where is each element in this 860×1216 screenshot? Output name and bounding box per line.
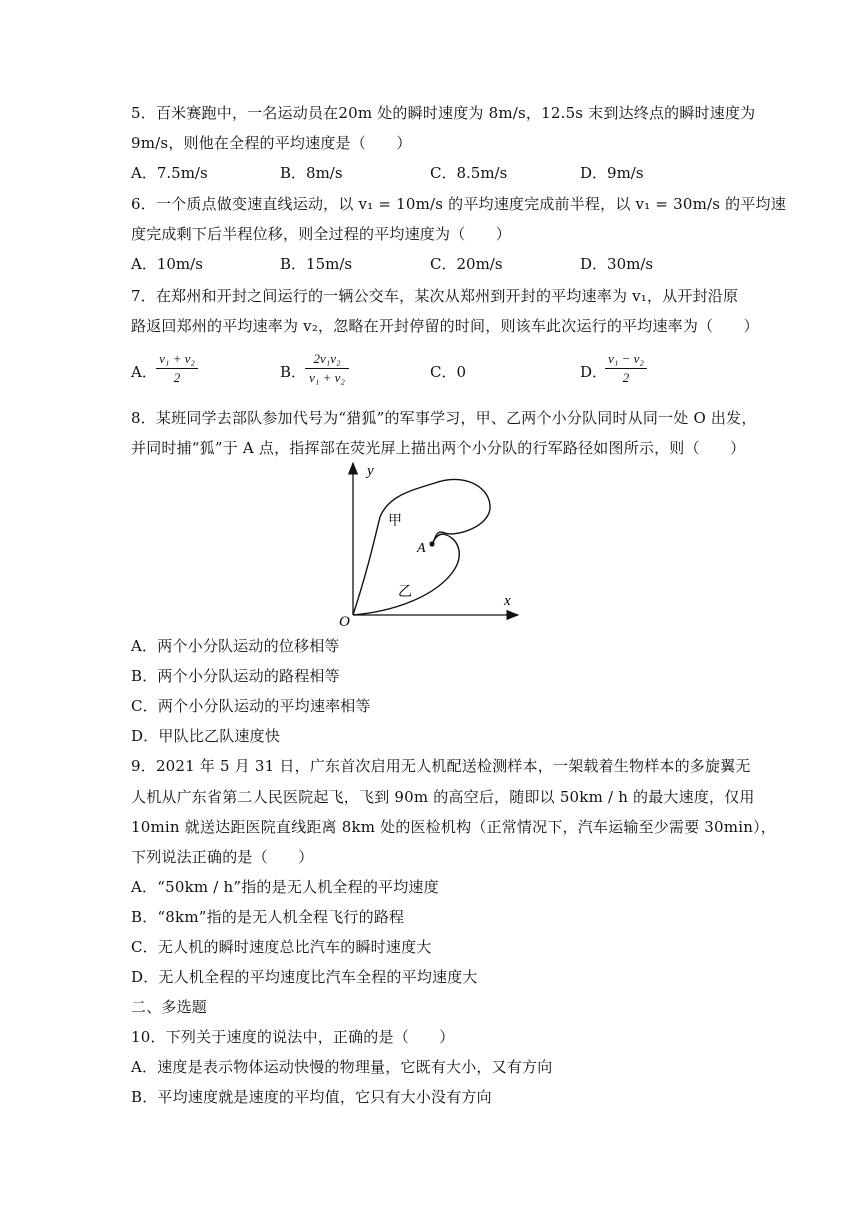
q7-option-b-label: B． (280, 363, 307, 381)
q10-option-a: A．速度是表示物体运动快慢的物理量，它既有大小，又有方向 (131, 1058, 553, 1076)
q7-option-d-label: D． (580, 363, 608, 381)
q5-option-c: C．8.5m/s (430, 164, 508, 182)
q7-option-b-numerator: 2v₁v₂ (313, 351, 341, 366)
q8-stem-line1: 8．某班同学去部队参加代号为“猎狐”的军事学习，甲、乙两个小分队同时从同一处 O 出发， (131, 409, 757, 427)
q7-stem-line1: 7．在郑州和开封之间运行的一辆公交车，某次从郑州到开封的平均速率为 v₁，从开封沿原 (131, 287, 739, 305)
q5-stem-line2: 9m/s，则他在全程的平均速度是（ ） (131, 134, 412, 152)
q9-option-d: D．无人机全程的平均速度比汽车全程的平均速度大 (131, 968, 478, 986)
point-a-marker (429, 541, 434, 546)
fraction-bar (156, 368, 198, 369)
q9-option-b: B．“8km”指的是无人机全程飞行的路程 (131, 908, 405, 926)
q9-option-a: A．“50km / h”指的是无人机全程的平均速度 (131, 878, 439, 896)
q7-option-a-label: A． (131, 363, 157, 381)
section-heading-multiple-choice: 二、多选题 (131, 998, 208, 1016)
origin-label: O (339, 614, 350, 630)
q8-path-figure (320, 455, 535, 630)
q7-option-b-denominator: v₁ + v₂ (309, 370, 345, 385)
q5-option-d: D．9m/s (580, 164, 644, 182)
q6-stem-line1: 6．一个质点做变速直线运动，以 v₁ = 10m/s 的平均速度完成前半程，以 v₁ = 30m/s 的平均速 (131, 195, 786, 213)
q6-option-a: A．10m/s (131, 255, 203, 273)
q8-stem-line2: 并同时捕“狐”于 A 点，指挥部在荧光屏上描出两个小分队的行军路径如图所示，则（ ） (131, 439, 746, 457)
q5-option-b: B．8m/s (280, 164, 343, 182)
q6-option-c: C．20m/s (430, 255, 503, 273)
path-yi-label: 乙 (398, 585, 412, 600)
q10-stem: 10．下列关于速度的说法中，正确的是（ ） (131, 1028, 455, 1046)
q8-option-d: D．甲队比乙队速度快 (131, 727, 281, 745)
y-axis-label: y (367, 463, 374, 479)
q8-option-b: B．两个小分队运动的路程相等 (131, 667, 340, 685)
path-yi (353, 534, 459, 615)
q9-stem-line2: 人机从广东省第二人民医院起飞，飞到 90m 的高空后，随即以 50km / h 的最大速度，仅用 (131, 788, 755, 806)
fraction-bar (305, 368, 349, 369)
q7-option-d-fraction (605, 351, 647, 386)
q9-stem-line1: 9．2021 年 5 月 31 日，广东首次启用无人机配送检测样本，一架载着生物样本的多旋翼无 (131, 757, 751, 775)
q5-stem-line1: 5．百米赛跑中，一名运动员在20m 处的瞬时速度为 8m/s，12.5s 末到达终点的瞬时速度为 (131, 104, 756, 122)
q7-option-b-fraction (305, 351, 349, 386)
fraction-bar (605, 368, 647, 369)
q9-stem-line4: 下列说法正确的是（ ） (131, 848, 314, 866)
q8-option-a: A．两个小分队运动的位移相等 (131, 637, 340, 655)
q7-option-a-denominator: 2 (173, 370, 181, 385)
q7-option-d-denominator: 2 (622, 370, 630, 385)
q7-option-a-numerator: v₁ + v₂ (159, 351, 195, 366)
q7-stem-line2: 路返回郑州的平均速率为 v₂，忽略在开封停留的时间，则该车此次运行的平均速率为（ ） (131, 317, 759, 335)
q5-option-a: A．7.5m/s (131, 164, 208, 182)
q6-stem-line2: 度完成剩下后半程位移，则全过程的平均速度为（ ） (131, 225, 512, 243)
q6-option-d: D．30m/s (580, 255, 654, 273)
q10-option-b: B．平均速度就是速度的平均值，它只有大小没有方向 (131, 1088, 492, 1106)
q9-option-c: C．无人机的瞬时速度总比汽车的瞬时速度大 (131, 938, 432, 956)
q7-option-d-numerator: v₁ − v₂ (608, 351, 644, 366)
point-a-label: A (417, 541, 426, 556)
path-jia-label: 甲 (388, 514, 402, 529)
q9-stem-line3: 10min 就送达距医院直线距离 8km 处的医检机构（正常情况下，汽车运输至少需要 30min）， (131, 818, 776, 836)
q8-option-c: C．两个小分队运动的平均速率相等 (131, 697, 371, 715)
q6-option-b: B．15m/s (280, 255, 353, 273)
q7-option-a-fraction (156, 351, 198, 386)
x-axis-label: x (504, 593, 511, 609)
q7-option-c: C．0 (430, 363, 467, 381)
